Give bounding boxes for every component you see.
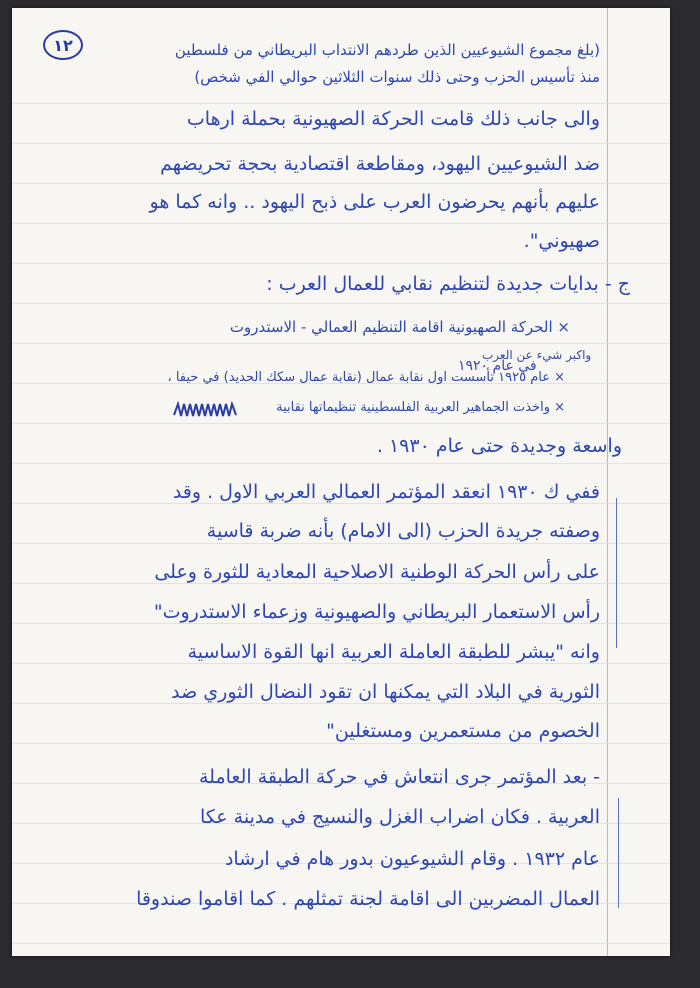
margin-mark <box>616 498 617 648</box>
text-line: منذ تأسيس الحزب وحتى ذلك سنوات الثلاثين حوالي الفي شخص) <box>194 68 600 86</box>
rule-line <box>12 423 670 424</box>
text-line: ضد الشيوعيين اليهود، ومقاطعة اقتصادية بحجة تحريضهم <box>160 153 600 175</box>
text-line: العربية . فكان اضراب الغزل والنسيج في مدينة عكا <box>199 806 600 828</box>
margin-insert: في عام ١٩٢٠ <box>458 358 537 374</box>
bullet-line: × الحركة الصهيونية اقامة التنظيم العمالي - الاستدروت <box>229 318 570 336</box>
text-line: ففي ك ١٩٣٠ انعقد المؤتمر العمالي العربي الاول . وقد <box>172 481 600 503</box>
rule-line <box>12 743 670 744</box>
rule-line <box>12 463 670 464</box>
rule-line <box>12 143 670 144</box>
text-line: عام ١٩٣٢ . وقام الشيوعيون بدور هام في ارشاد <box>224 848 600 870</box>
section-heading: ج - بدايات جديدة لتنظيم نقابي للعمال العرب : <box>266 273 630 295</box>
margin-mark <box>618 798 619 908</box>
rule-line <box>12 263 670 264</box>
rule-line <box>12 183 670 184</box>
rule-line <box>12 223 670 224</box>
crossed-out-scribble <box>172 401 240 419</box>
text-line: العمال المضربين الى اقامة لجنة تمثلهم . كما اقاموا صندوقا <box>136 888 600 910</box>
margin-insert: واكبر شيء عن العرب <box>482 348 592 362</box>
text-line: والى جانب ذلك قامت الحركة الصهيونية بحملة ارهاب <box>186 108 600 130</box>
text-line: على رأس الحركة الوطنية الاصلاحية المعادية للثورة وعلى <box>154 561 600 583</box>
text-line: وانه "يبشر للطبقة العاملة العربية انها القوة الاساسية <box>187 641 600 663</box>
rule-line <box>12 343 670 344</box>
text-line: عليهم بأنهم يحرضون العرب على ذبح اليهود .. وانه كما هو <box>149 191 600 213</box>
text-line: صهيوني". <box>523 230 600 252</box>
text-line: (بلغ مجموع الشيوعيين الذين طردهم الانتداب البريطاني من فلسطين <box>174 41 600 59</box>
rule-line <box>12 543 670 544</box>
text-line: الخصوم من مستعمرين ومستغلين" <box>326 720 600 742</box>
text-line: - بعد المؤتمر جرى انتعاش في حركة الطبقة العاملة <box>198 766 600 788</box>
rule-line <box>12 623 670 624</box>
page-number: ١٢ <box>43 30 83 60</box>
text-line: الثورية في البلاد التي يمكنها ان تقود النضال الثوري ضد <box>171 681 600 703</box>
rule-line <box>12 703 670 704</box>
bullet-line: × واخذت الجماهير العربية الفلسطينية تنظيماتها نقابية <box>276 400 565 415</box>
rule-line <box>12 943 670 944</box>
margin-line <box>607 8 608 956</box>
rule-line <box>12 303 670 304</box>
rule-line <box>12 503 670 504</box>
text-line: رأس الاستعمار البريطاني والصهيونية وزعماء الاستدروت" <box>153 601 600 623</box>
rule-line <box>12 663 670 664</box>
text-line: وصفته جريدة الحزب (الى الامام) بأنه ضربة قاسية <box>206 520 600 542</box>
rule-line <box>12 583 670 584</box>
notebook-page <box>12 8 670 956</box>
text-line: واسعة وجديدة حتى عام ١٩٣٠ . <box>376 435 622 457</box>
bullet-line: × عام ١٩٢٥ تأسست اول نقابة عمال (نقابة عمال سكك الحديد) في حيفا ، <box>167 370 565 385</box>
rule-line <box>12 103 670 104</box>
